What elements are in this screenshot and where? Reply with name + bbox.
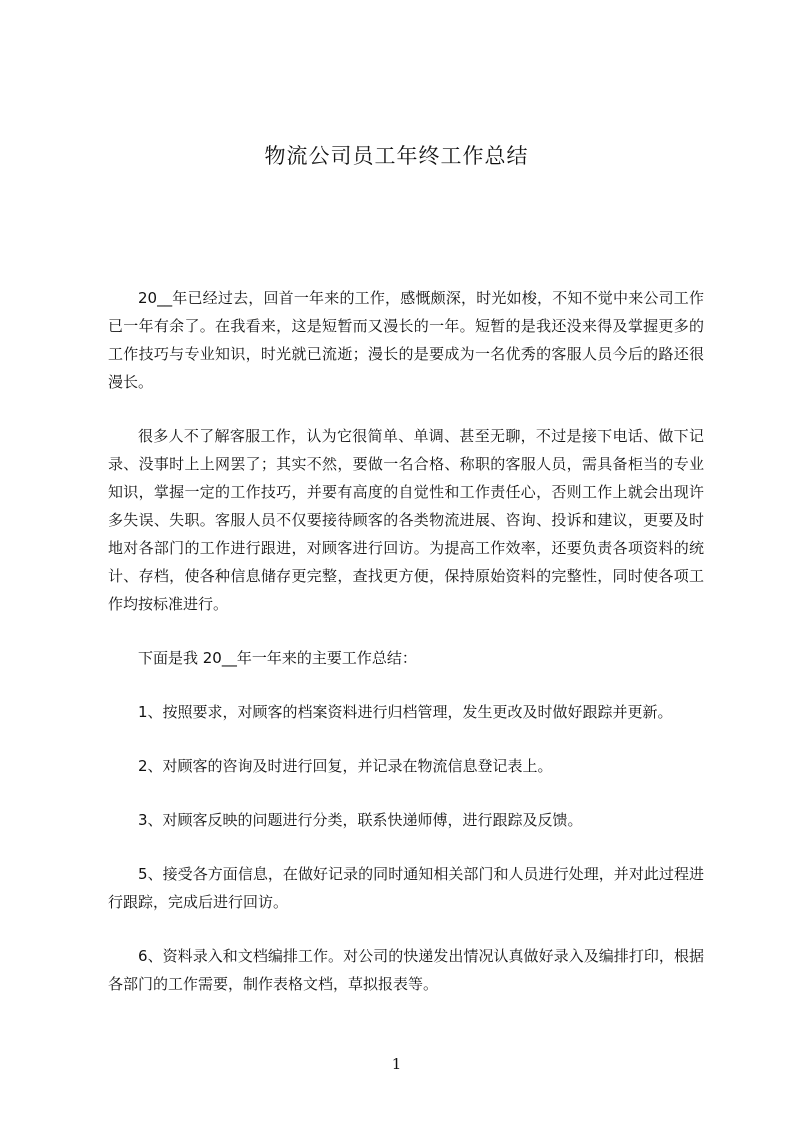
paragraph-customer-service: 很多人不了解客服工作，认为它很简单、单调、甚至无聊，不过是接下电话、做下记录、没事时上上网罢了；其实不然，要做一名合格、称职的客服人员，需具备柜当的专业知识，掌握一定的工作技巧，并要有高度的自觉性和工作责任心，否则工作上就会出现许多失误、失职。客服人员不仅要接待顾客的各类物流进展、咨询、投诉和建议，更要及时地对各部门的工作进行跟进，对顾客进行回访。为提高工作效率，还要负责各项资料的统计、存档，使各种信息储存更完整，查找更方便，保持原始资料的完整性，同时使各项工作均按标准进行。 [108, 427, 704, 613]
document-title: 物流公司员工年终工作总结 [264, 144, 529, 168]
paragraph-item-6: 6、资料录入和文档编排工作。对公司的快递发出情况认真做好录入及编排打印，根据各部门的工作需要，制作表格文档，草拟报表等。 [108, 947, 704, 993]
paragraph-item-3: 3、对顾客反映的问题进行分类，联系快递师傅，进行跟踪及反馈。 [138, 811, 583, 829]
paragraph-item-2: 2、对顾客的咨询及时进行回复，并记录在物流信息登记表上。 [138, 757, 553, 775]
paragraph-item-5: 5、接受各方面信息，在做好记录的同时通知相关部门和人员进行处理，并对此过程进行跟踪，完成后进行回访。 [108, 865, 704, 911]
paragraph-summary-intro: 下面是我 20__年一年来的主要工作总结： [138, 649, 417, 667]
paragraph-item-1: 1、按照要求，对顾客的档案资料进行归档管理，发生更改及时做好跟踪并更新。 [138, 703, 673, 721]
page-number: 1 [391, 1055, 402, 1073]
paragraph-intro: 20__年已经过去，回首一年来的工作，感慨颇深，时光如梭，不知不觉中来公司工作已一年有余了。在我看来，这是短暂而又漫长的一年。短暂的是我还没来得及掌握更多的工作技巧与专业知识，时光就已流逝；漫长的是要成为一名优秀的客服人员今后的路还很漫长。 [108, 289, 704, 391]
document-body [108, 284, 704, 998]
